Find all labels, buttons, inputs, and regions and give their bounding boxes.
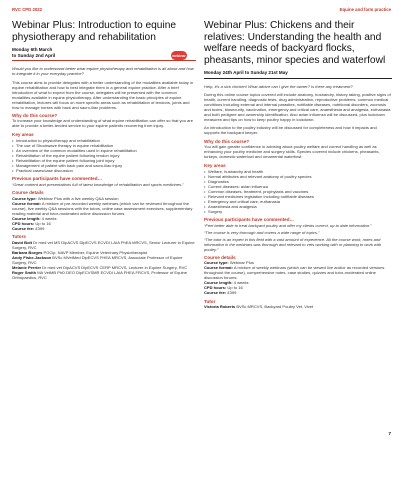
page-number: 7 [388,432,391,437]
list-item: • Relevant medicines legislation including notifiable diseases [204,194,392,199]
divider [12,60,196,61]
course-fee: Course fee: £399 [204,290,237,296]
cpd-hours: CPD hours: Up to 16 [12,220,51,226]
divider [204,78,392,79]
page-header [12,7,391,15]
list-item: • Practical cases/case discussion [12,168,196,173]
course-description: During this online course topics covered will include anatomy, husbandry, history taking, positive signs of health, current handling, diagnostic tests, drug administration, reproductive problems, common medical conditions including external and internal parasites, notifiable diseases, nutritional disorders, zoonosis and toxins, biosecurity, vaccination, emergency and critical care, anaesthesia and analgesia, euthanasia and both pedigree and ownership identification. Also avian influenza will be discussed, plus lockdown measures and tips on how to keep poultry happy in lockdown. [204,92,391,123]
course-start-date: Monday 6th March [12,47,53,53]
list-item: • Common diseases, treatment, prophylaxis and vaccines [204,189,392,194]
course-details-heading: Course details [12,190,44,196]
course-type: Course type: Webinar Plus with a live weekly Q&A session [12,195,119,201]
testimonial-quote: “Great content and presentations full of latest knowledge of rehabilitation and sports medicines.” [12,181,184,187]
previous-participants-heading: Previous participants have commented… [12,176,103,182]
testimonial-quote: “Feel better able to treat backyard poultry and offer my clients correct, up to date information.” [204,222,372,228]
why-text: To increase your knowledge and understanding of what equine rehabilitation can offer so that you are able to provide a better-tended service to your equine patients recovering from injury. [12,118,194,129]
course-dates: Monday 24th April to Sunday 21st May [204,70,288,76]
course-description-2: An introduction to the poultry industry will be discussed for completeness and how it impacts and supports the backyard keeper. [204,125,377,136]
tutor-entry: David Bolt Dr med vet MS DipACVS DipECVS ECVDI LAIA PhEA MRCVS, Senior Lecturer in Equine Surgery, RVC [12,239,195,250]
list-item: • Introduction to physiotherapy and rehabilitation [12,138,196,143]
list-item: • An overview of the common modalities used in equine rehabilitation [12,148,196,153]
list-item: • Anaesthesia and analgesia [204,204,392,209]
course-type: Course type: Webinar Plus [204,260,254,266]
key-areas-list [204,169,392,214]
course-title: Webinar Plus: Chickens and their relatives: Understanding the health and welfare needs of backyard flocks, pheasants, minor species and waterfowl [204,20,386,66]
course-length: Course length: 4 weeks [204,280,249,286]
list-item: • Surgery [204,209,392,214]
key-areas-heading: Key areas [204,162,226,168]
tutor-entry: Andy Fiske-Jackson BVSc MVetMed DipECVS FHEA MRCVS, Associate Professor of Equine Surgery, RVC [12,254,183,265]
course-title: Webinar Plus: Introduction to equine physiotherapy and rehabilitation [12,20,177,43]
list-item: • Normal attributes and relevant anatomy of poultry species [204,174,392,179]
course-end-date: to Sunday 2nd April [12,52,56,58]
tutor-entry: Melanie Perrier Dr med vet DipACVS DipECVS CERP MRCVS, Lecturer in Equine Surgery, RVC [12,264,188,270]
list-item: • Management of patient with back pain and sacro-iliac injury [12,163,196,168]
previous-participants-heading: Previous participants have commented… [204,216,295,222]
course-length: Course length: 4 weeks [12,215,57,221]
tutor-heading: Tutor [204,298,216,304]
why-heading: Why do this course? [204,138,250,144]
list-item: • Diagnostics [204,179,392,184]
course-intro: Would you like to understand better what equine physiotherapy and rehabilitation is all about and how to integrate it in your everyday practice? [12,66,194,77]
course-details-heading: Course details [204,254,236,260]
course-fee: Course fee: £399 [12,225,45,231]
course-description: This course aims to provide delegates with a better understanding of the modalities available today in equine rehabilitation and how to best integrate them in a general equine practice. After a brief introduction of what to expect from the course, delegates will be presented with the common modalities available in equine physiotherapy. After understanding the basic principles of equine rehabilitation, lectures will focus on more specific areas such as rehabilitation of tendons, joints and how to manage horses with back and sacro-iliac problems. [12,79,194,110]
why-text: You will gain greater confidence in advising about poultry welfare and correct handling as well as enhancing your poultry medicine and surgery skills. Species covered include chickens, pheasants, turkeys, domestic waterfowl and ornamental waterfowl. [204,144,380,160]
publication-name: RVC CPD 2022 [12,7,43,12]
list-item: • The use of Shockwave therapy in equine rehabilitation [12,143,196,148]
list-item: • Emergency and critical care, euthanasia [204,199,392,204]
course-format: Course format: A mixture of weekly webinars (which can be viewed live and/or as recorded versions throughout the course), comprehensive notes, case studies, quizzes and tutor-moderated online discussion forums. [204,265,385,281]
course-format: Course format: A mixture of pre-recorded weekly webinars (which can be reviewed throughout the course), live weekly Q&A sessions with the tutors, online case assessment exercises, supplementary reading material and tutor-moderated online discussion forums. [12,200,193,216]
course-left [12,20,196,280]
list-item: • Welfare, husbandry and health [204,169,392,174]
tutors-heading: Tutors [12,233,26,239]
course-intro: Help, it’s a sick chicken! What advice can I give the owner? Is there any treatment? [204,83,353,89]
key-areas-heading: Key areas [12,131,34,137]
webinar-badge [171,51,187,60]
section-name: Equine and farm practice [339,7,391,12]
list-item: • Current diseases: avian influenza [204,184,392,189]
course-dates [12,47,196,58]
why-heading: Why do this course? [12,112,58,118]
tutor-entry: Barbara Borges PGCip, NAVP Member, Equine Veterinary Physiotherapist [12,249,148,255]
tutor-entry: Victoria Roberts BVSc MRCVS, Backyard Poultry Vet, Vivet [204,304,314,310]
tutor-entry: Roger Smith MA VetMB PhD DEO DipECVSMR ECVDI LAIA FHEA FRCVS, Professor of Equine Orthopaedics, RVC [12,269,187,280]
list-item: • Rehabilitation of the equine patient following tendon injury [12,153,196,158]
webinar-badge-label: webinar [172,53,186,58]
testimonial-quote: “The course is very thorough and covers a wide range of topics.” [204,229,320,235]
cpd-hours: CPD hours: Up to 16 [204,285,243,291]
key-areas-list [12,138,196,173]
course-right [204,20,392,309]
testimonial-quote: “The tutor is an expert in this field with a vast amount of experience. All the course work, notes and information in the webinars was thorough and relevant to vets working with or planning to work with poultry.” [204,236,382,252]
list-item: • Rehabilitation of the equine patient following joint injury [12,158,196,163]
